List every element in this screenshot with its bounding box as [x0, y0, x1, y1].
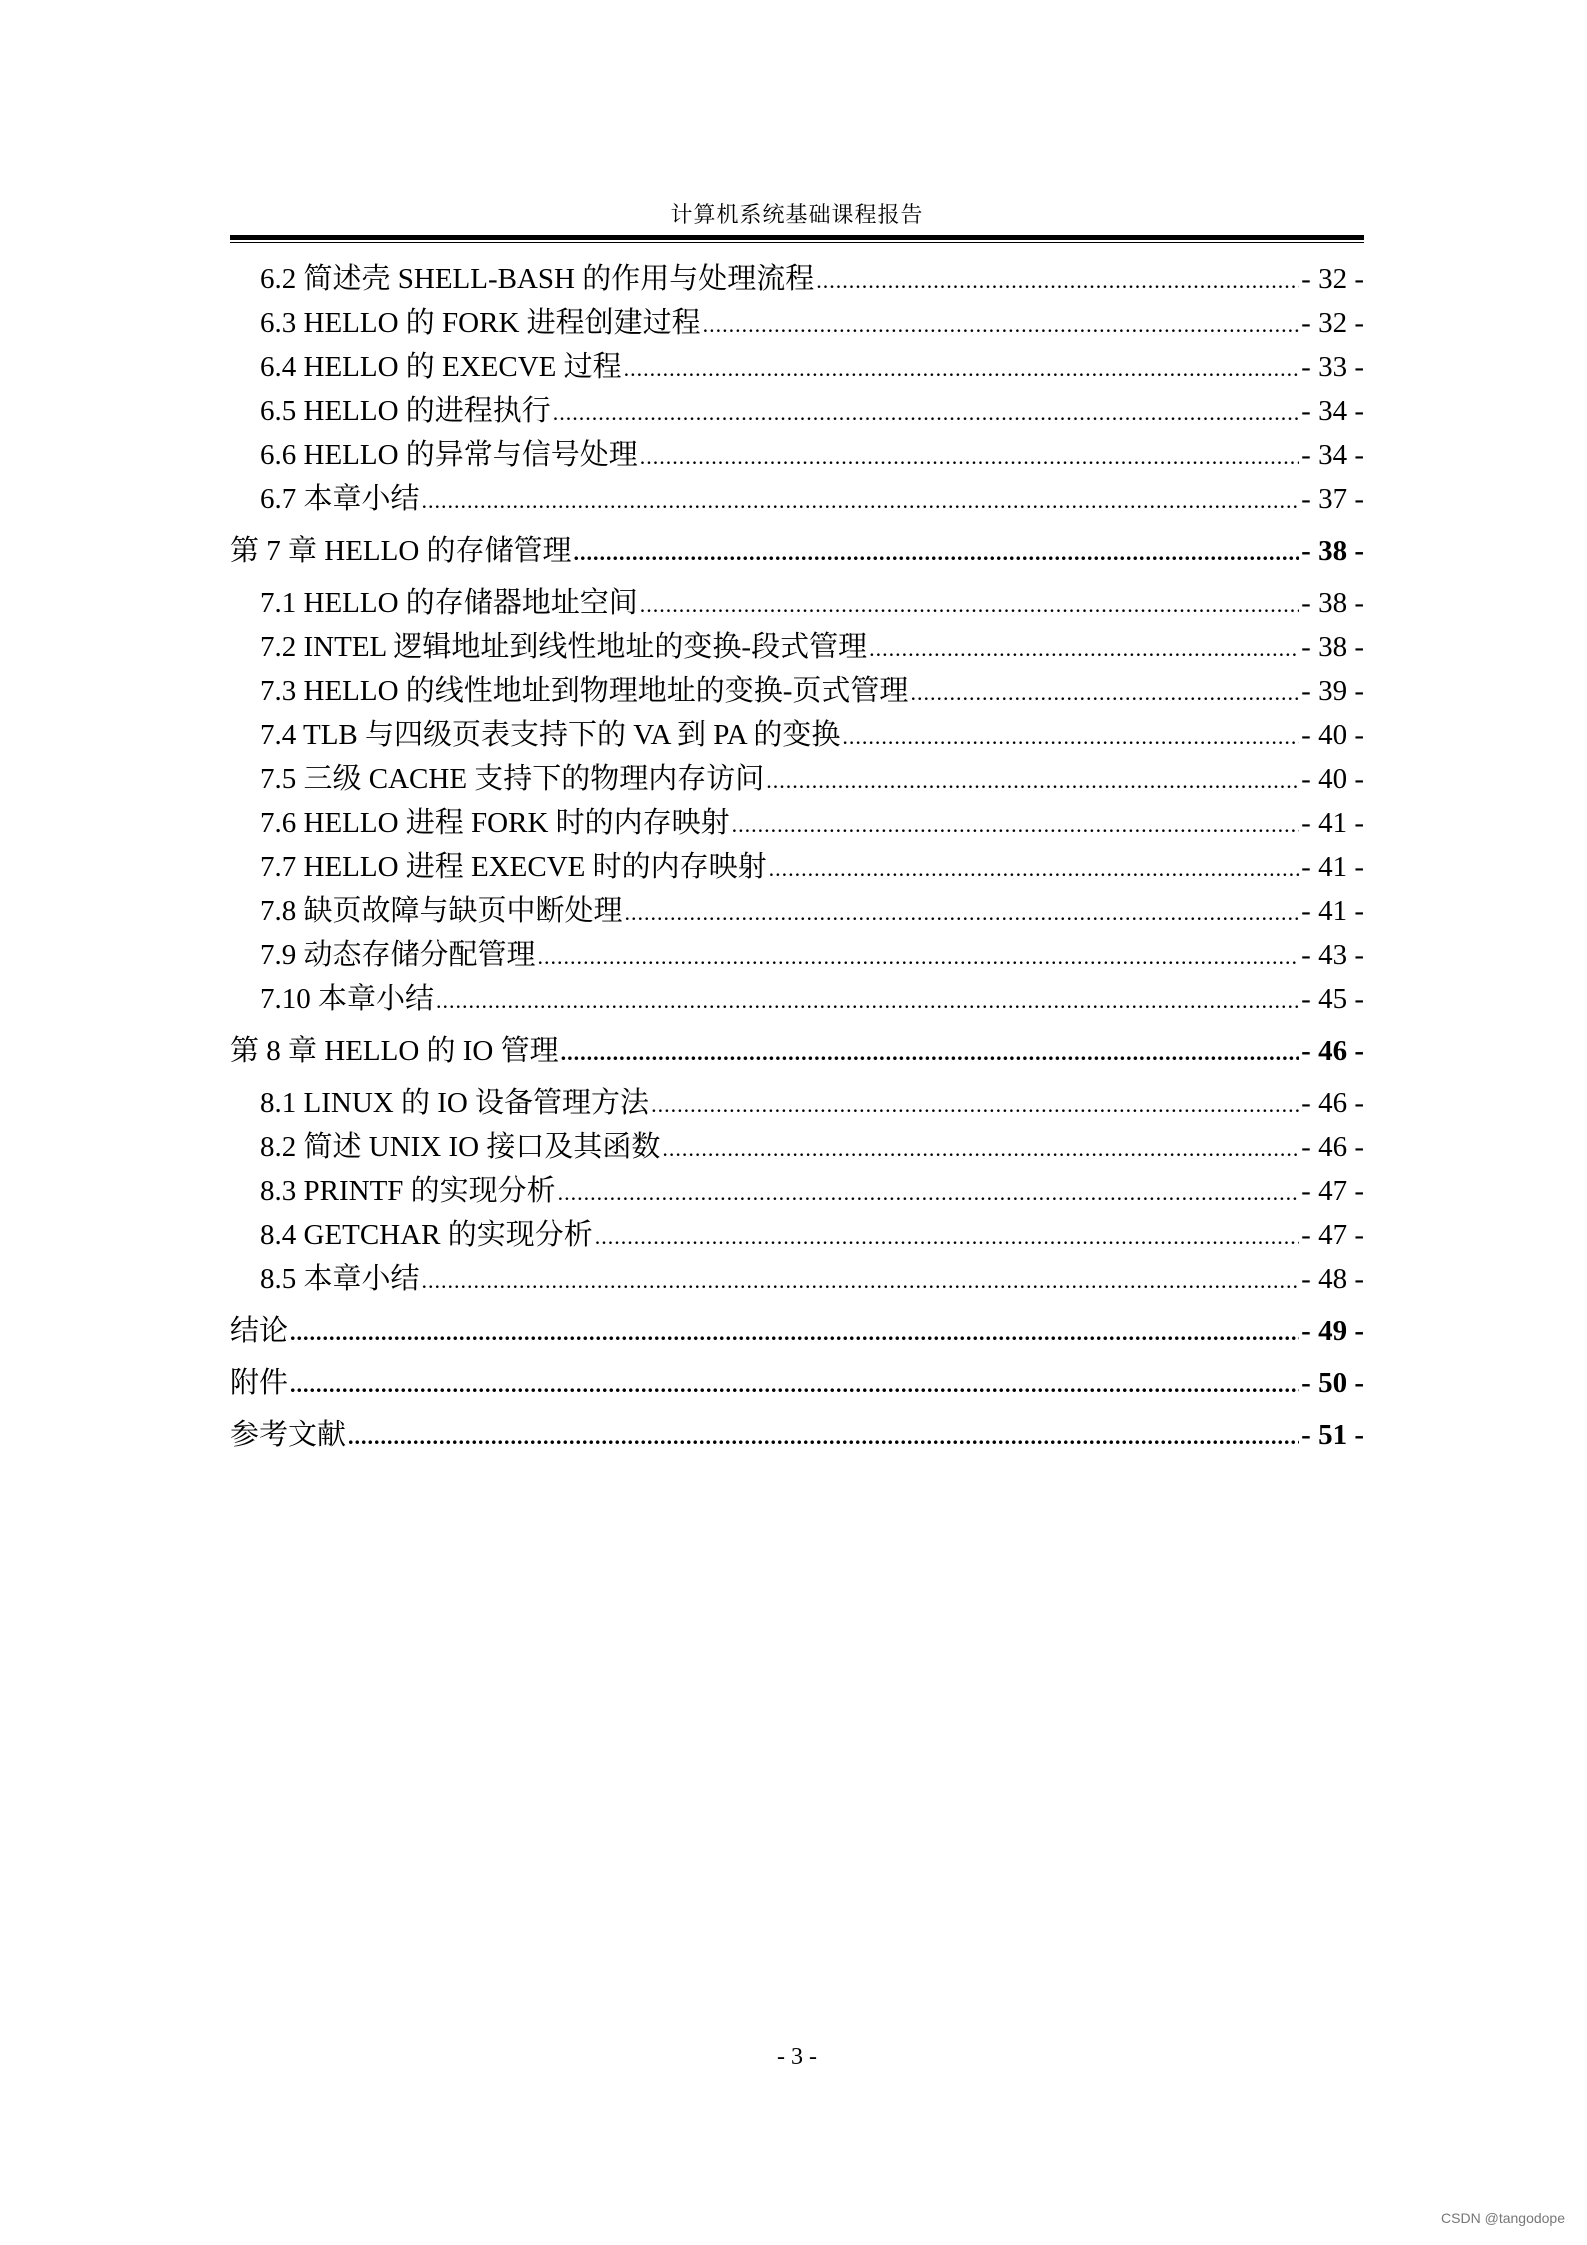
toc-entry-7-5[interactable] — [230, 758, 1364, 802]
toc-entry-page: - 40 - — [1301, 763, 1364, 795]
toc-entry-page: - 37 - — [1301, 483, 1364, 515]
toc-entry-title: 第 7 章 HELLO 的存储管理 — [230, 535, 572, 567]
toc-chapter-8[interactable] — [230, 1030, 1364, 1074]
toc-entry-title: 7.3 HELLO 的线性地址到物理地址的变换-页式管理 — [260, 675, 909, 707]
toc-entry-7-8[interactable] — [230, 890, 1364, 934]
toc-entry-7-10[interactable] — [230, 978, 1364, 1022]
toc-entry-title: 附件 — [230, 1367, 289, 1399]
toc-entry-title: 8.4 GETCHAR 的实现分析 — [260, 1219, 593, 1251]
toc-entry-title: 8.3 PRINTF 的实现分析 — [260, 1175, 556, 1207]
toc-entry-page: - 34 - — [1301, 395, 1364, 427]
dot-leader — [436, 980, 1299, 1022]
toc-entry-8-3[interactable] — [230, 1170, 1364, 1214]
toc-entry-page: - 41 - — [1301, 851, 1364, 883]
toc-entry-6-4[interactable] — [230, 346, 1364, 390]
dot-leader — [558, 1172, 1300, 1214]
dot-leader — [538, 936, 1300, 978]
toc-entry-page: - 48 - — [1301, 1263, 1364, 1295]
toc-entry-title: 8.5 本章小结 — [260, 1263, 420, 1295]
toc-entry-7-6[interactable] — [230, 802, 1364, 846]
toc-entry-7-4[interactable] — [230, 714, 1364, 758]
dot-leader — [651, 1084, 1299, 1126]
toc-entry-page: - 41 - — [1301, 807, 1364, 839]
toc-entry-8-4[interactable] — [230, 1214, 1364, 1258]
toc-entry-page: - 38 - — [1301, 535, 1364, 567]
dot-leader — [640, 584, 1299, 626]
toc-entry-page: - 49 - — [1301, 1315, 1364, 1347]
toc-entry-title: 6.7 本章小结 — [260, 483, 420, 515]
toc-appendix[interactable] — [230, 1362, 1364, 1406]
toc-entry-title: 6.6 HELLO 的异常与信号处理 — [260, 439, 638, 471]
dot-leader — [553, 392, 1299, 434]
toc-entry-6-7[interactable] — [230, 478, 1364, 522]
toc-entry-6-5[interactable] — [230, 390, 1364, 434]
toc-conclusion[interactable] — [230, 1310, 1364, 1354]
dot-leader — [766, 760, 1299, 802]
toc-entry-title: 7.2 INTEL 逻辑地址到线性地址的变换-段式管理 — [260, 631, 868, 663]
dot-leader — [290, 1364, 1299, 1406]
toc-entry-page: - 46 - — [1301, 1087, 1364, 1119]
toc-entry-8-2[interactable] — [230, 1126, 1364, 1170]
toc-entry-page: - 33 - — [1301, 351, 1364, 383]
toc-entry-page: - 47 - — [1301, 1175, 1364, 1207]
toc-entry-7-1[interactable] — [230, 582, 1364, 626]
dot-leader — [816, 260, 1299, 302]
toc-entry-title: 7.8 缺页故障与缺页中断处理 — [260, 895, 623, 927]
dot-leader — [640, 436, 1299, 478]
toc-entry-title: 参考文献 — [230, 1419, 347, 1451]
toc-references[interactable] — [230, 1414, 1364, 1458]
toc-entry-page: - 39 - — [1301, 675, 1364, 707]
dot-leader — [910, 672, 1299, 714]
toc-entry-page: - 46 - — [1301, 1035, 1364, 1067]
toc-entry-6-2[interactable] — [230, 258, 1364, 302]
toc-entry-title: 6.4 HELLO 的 EXECVE 过程 — [260, 351, 622, 383]
page-header: 计算机系统基础课程报告 — [670, 202, 924, 227]
toc-entry-title: 7.1 HELLO 的存储器地址空间 — [260, 587, 638, 619]
dot-leader — [290, 1312, 1299, 1354]
dot-leader — [625, 892, 1300, 934]
header-rule-thin — [230, 242, 1364, 243]
dot-leader — [348, 1416, 1299, 1458]
dot-leader — [769, 848, 1300, 890]
toc-entry-title: 7.10 本章小结 — [260, 983, 435, 1015]
toc-entry-page: - 45 - — [1301, 983, 1364, 1015]
dot-leader — [574, 532, 1300, 574]
watermark: CSDN @tangodope — [1441, 2210, 1565, 2226]
toc-chapter-7[interactable] — [230, 530, 1364, 574]
toc-entry-page: - 46 - — [1301, 1131, 1364, 1163]
toc-entry-page: - 41 - — [1301, 895, 1364, 927]
page-number: - 3 - — [777, 2044, 817, 2070]
toc-entry-title: 7.7 HELLO 进程 EXECVE 时的内存映射 — [260, 851, 767, 883]
toc-entry-8-1[interactable] — [230, 1082, 1364, 1126]
toc-entry-6-3[interactable] — [230, 302, 1364, 346]
toc-entry-page: - 32 - — [1301, 263, 1364, 295]
dot-leader — [561, 1032, 1300, 1074]
toc-entry-6-6[interactable] — [230, 434, 1364, 478]
toc-entry-7-3[interactable] — [230, 670, 1364, 714]
table-of-contents — [230, 258, 1364, 1466]
toc-entry-7-7[interactable] — [230, 846, 1364, 890]
toc-entry-title: 6.2 简述壳 SHELL-BASH 的作用与处理流程 — [260, 263, 815, 295]
toc-entry-page: - 47 - — [1301, 1219, 1364, 1251]
toc-entry-page: - 51 - — [1301, 1419, 1364, 1451]
toc-entry-title: 8.1 LINUX 的 IO 设备管理方法 — [260, 1087, 650, 1119]
dot-leader — [703, 304, 1300, 346]
toc-entry-title: 第 8 章 HELLO 的 IO 管理 — [230, 1035, 559, 1067]
toc-entry-title: 6.5 HELLO 的进程执行 — [260, 395, 551, 427]
toc-entry-7-9[interactable] — [230, 934, 1364, 978]
toc-entry-title: 6.3 HELLO 的 FORK 进程创建过程 — [260, 307, 701, 339]
dot-leader — [422, 480, 1300, 522]
toc-entry-page: - 38 - — [1301, 587, 1364, 619]
toc-entry-page: - 34 - — [1301, 439, 1364, 471]
header-rule-thick — [230, 235, 1364, 240]
dot-leader — [422, 1260, 1300, 1302]
toc-entry-title: 7.5 三级 CACHE 支持下的物理内存访问 — [260, 763, 765, 795]
toc-entry-7-2[interactable] — [230, 626, 1364, 670]
dot-leader — [842, 716, 1299, 758]
dot-leader — [662, 1128, 1299, 1170]
toc-entry-title: 7.4 TLB 与四级页表支持下的 VA 到 PA 的变换 — [260, 719, 841, 751]
toc-entry-title: 7.9 动态存储分配管理 — [260, 939, 536, 971]
dot-leader — [624, 348, 1300, 390]
toc-entry-page: - 43 - — [1301, 939, 1364, 971]
toc-entry-8-5[interactable] — [230, 1258, 1364, 1302]
dot-leader — [732, 804, 1300, 846]
toc-entry-page: - 40 - — [1301, 719, 1364, 751]
toc-entry-title: 结论 — [230, 1315, 289, 1347]
toc-entry-page: - 38 - — [1301, 631, 1364, 663]
toc-entry-title: 8.2 简述 UNIX IO 接口及其函数 — [260, 1131, 661, 1163]
dot-leader — [595, 1216, 1299, 1258]
toc-entry-page: - 50 - — [1301, 1367, 1364, 1399]
toc-entry-page: - 32 - — [1301, 307, 1364, 339]
dot-leader — [869, 628, 1299, 670]
toc-entry-title: 7.6 HELLO 进程 FORK 时的内存映射 — [260, 807, 730, 839]
